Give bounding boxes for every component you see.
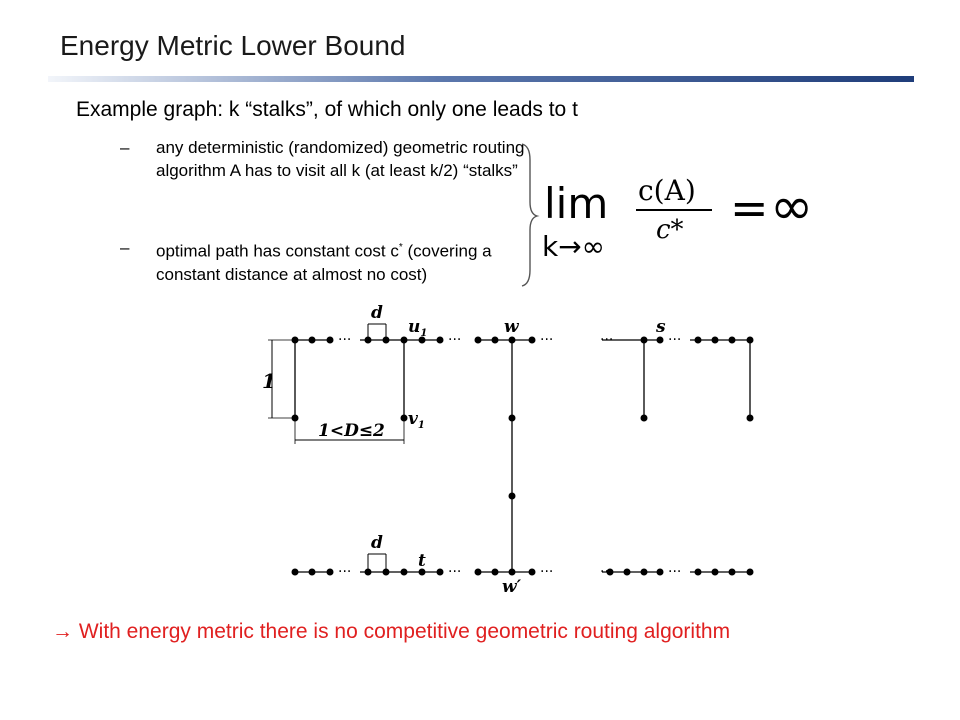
D-measure xyxy=(295,418,404,444)
d-measure-top xyxy=(368,303,386,340)
top-row-nodes xyxy=(292,337,754,500)
ellipsis: ··· xyxy=(448,332,462,348)
graph-node xyxy=(365,337,372,344)
graph-node xyxy=(529,337,536,344)
graph-node xyxy=(475,569,482,576)
ellipsis: ··· xyxy=(668,564,682,580)
graph-node xyxy=(624,569,631,576)
d-label-top: d xyxy=(371,303,383,323)
graph-node xyxy=(309,569,316,576)
top-row-edges xyxy=(295,340,750,572)
sub-bullet-text: any deterministic (randomized) geometric routing algorithm A has to visit all k (at least k/2) “stalks” xyxy=(156,138,525,180)
w-prime-label: w′ xyxy=(502,577,522,597)
denominator: c* xyxy=(656,215,684,245)
graph-node-w xyxy=(509,337,516,344)
s-label: s xyxy=(656,317,666,337)
sub-bullet-dash: – xyxy=(120,138,130,157)
superscript-star: * xyxy=(398,242,403,253)
graph-node xyxy=(747,415,754,422)
graph-node-s xyxy=(657,337,664,344)
ellipsis: ··· xyxy=(600,332,614,348)
graph-node xyxy=(729,337,736,344)
graph-node xyxy=(492,569,499,576)
graph-node xyxy=(641,337,648,344)
ellipsis: ··· xyxy=(600,564,614,580)
graph-node xyxy=(383,569,390,576)
ellipsis: ··· xyxy=(338,332,352,348)
numerator: c(A) xyxy=(638,174,696,207)
unit-measure xyxy=(262,340,295,418)
sub-bullet-text xyxy=(156,236,526,286)
sub-bullet-text-start: optimal path has constant cost c xyxy=(156,241,399,261)
sub-bullet-dash: – xyxy=(120,238,130,257)
graph-node xyxy=(437,337,444,344)
one-label: 1 xyxy=(262,369,276,393)
slide-title: Energy Metric Lower Bound xyxy=(60,30,406,61)
graph-node xyxy=(327,337,334,344)
title-underline xyxy=(48,76,914,82)
graph-node xyxy=(712,569,719,576)
infinity-symbol: ∞ xyxy=(770,177,814,237)
ellipsis: ··· xyxy=(540,564,554,580)
graph-node xyxy=(695,569,702,576)
graph-node xyxy=(529,569,536,576)
limit-formula xyxy=(540,160,840,270)
graph-node xyxy=(695,337,702,344)
equals-sign: = xyxy=(730,181,769,235)
t-label: t xyxy=(418,551,426,571)
curly-brace xyxy=(510,140,540,290)
graph-node xyxy=(641,569,648,576)
graph-node xyxy=(712,337,719,344)
graph-node xyxy=(509,415,516,422)
graph-node xyxy=(475,337,482,344)
graph-node xyxy=(509,493,516,500)
graph-node xyxy=(747,569,754,576)
graph-node xyxy=(492,337,499,344)
u1-label: $u_1$ xyxy=(408,317,428,339)
ellipsis: ··· xyxy=(448,564,462,580)
ellipsis: ··· xyxy=(338,564,352,580)
ellipsis: ··· xyxy=(540,332,554,348)
lim-text: lim xyxy=(544,179,609,228)
graph-node xyxy=(383,337,390,344)
sub-bullet-text-rest: (covering a constant distance at almost no cost) xyxy=(156,241,492,284)
graph-node xyxy=(747,337,754,344)
graph-node xyxy=(641,415,648,422)
graph-node xyxy=(437,569,444,576)
main-bullet: Example graph: k “stalks”, of which only one leads to t xyxy=(76,98,578,121)
graph-node xyxy=(365,569,372,576)
graph-node-w-prime xyxy=(509,569,516,576)
v1-label: $v_1$ xyxy=(408,409,425,431)
lim-subscript: k→∞ xyxy=(542,230,605,263)
graph-node xyxy=(657,569,664,576)
graph-node xyxy=(327,569,334,576)
graph-node xyxy=(401,569,408,576)
d-measure-bottom xyxy=(368,533,386,572)
conclusion-text: → With energy metric there is no competitive geometric routing algorithm xyxy=(52,620,731,643)
graph-node xyxy=(292,569,299,576)
stalks-graph xyxy=(250,296,770,602)
graph-node-u1 xyxy=(401,337,408,344)
graph-node xyxy=(729,569,736,576)
graph-node xyxy=(309,337,316,344)
ellipsis: ··· xyxy=(668,332,682,348)
w-label: w xyxy=(504,317,519,337)
d-label-bottom: d xyxy=(371,533,383,553)
D-range-label: 1<D≤2 xyxy=(318,421,385,441)
